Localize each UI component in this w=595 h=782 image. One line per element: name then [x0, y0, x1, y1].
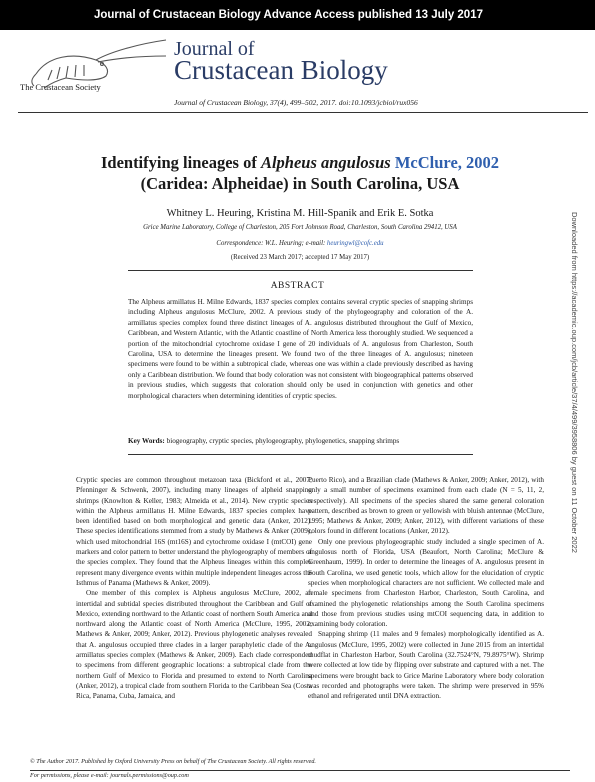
journal-title-line1: Journal of — [174, 38, 255, 60]
abstract-text: The Alpheus armillatus H. Milne Edwards, 1837 species complex contains several cryptic species of snapping shrimps including Alpheus angulosus McClure, 2002. A previous study of the phylogeography and coloration of the A. armillatus species complex found three distinct lineages of A. angulosus distributed throughout the Gulf of Mexico, Caribbean, and Western Atlantic, with the Atlantic coastline of North America less thoroughly studied. We sequenced a portion of the mitochondrial cytochrome oxidase I gene of 20 individuals of A. angulosus from Charleston, South Carolina, USA to determine the lineages present. We found two of the three lineages of A. angulosus; nineteen specimens were found to be within a subtropical clade, whereas one was within a clade previously described as having only a Caribbean distribution. We found that body coloration was not consistent with biogeographical patterns observed in previous studies, which suggests that coloration should only be used in conjunction with genetics and other morphological characters when determining identities of cryptic species. — [128, 298, 473, 400]
footer-rule — [30, 770, 570, 771]
abstract-bottom-rule — [128, 454, 473, 455]
authors: Whitney L. Heuring, Kristina M. Hill-Spanik and Erik E. Sotka — [166, 208, 434, 219]
correspondence-label: Correspondence: W.L. Heuring; e-mail: — [216, 240, 327, 247]
keywords-label: Key Words: — [128, 437, 165, 445]
title-part-a: Identifying lineages of — [100, 153, 261, 172]
body-paragraph: Snapping shrimp (11 males and 9 females) morphologically identified as A. angulosus (McClure, 1995, 2002) were collected in June 2015 from an intertidal mudflat in Charleston Harbor, South Carolina (32.7524°N, 79.8975°W). Shrimp were collected at low tide by flipping over substrate and captured with a net. The specimens were brought back to Grice Marine Laboratory where body coloration was recorded and photographs were taken. The shrimp were preserved in 95% ethanol and refrigerated until DNA extraction. — [308, 630, 544, 701]
keywords-text: biogeography, cryptic species, phylogeography, phylogenetics, snapping shrimps — [166, 437, 400, 445]
body-paragraph: Puerto Rico), and a Brazilian clade (Mathews & Anker, 2009; Anker, 2012), with only a small number of specimens examined from each clade (N = 5, 11, 2, respectively). All specimens of the species shared the same general coloration pattern, described as brown to green or yellowish with bluish antennae (McClure, 1995; Mathews & Anker, 2009; Anker, 2012), with different variations of these colors found in different locations (Anker, 2012). — [308, 476, 544, 536]
abstract-top-rule — [128, 270, 473, 271]
correspondence-email[interactable]: heuringwl@cofc.edu — [326, 240, 384, 247]
copyright-line: © The Author 2017. Published by Oxford University Press on behalf of The Crustacean Society. All rights reserved. — [30, 758, 316, 765]
article-title-line1 — [30, 152, 570, 173]
body-column-left — [76, 475, 312, 702]
advance-access-banner: Journal of Crustacean Biology Advance Access published 13 July 2017 — [0, 0, 595, 30]
body-paragraph: Only one previous phylogeographic study included a single specimen of A. angulosus north of Florida, USA (Beaufort, North Carolina; McClure & Greenhaum, 1999). In order to determine the lineages of A. angulosus present in South Carolina, we used genetic tools, which allow for the elucidation of cryptic species when morphological characters are not sufficient. We collected male and female specimens from Charleston Harbor, Charleston, South Carolina, and examined the phylogenetic relationships among the South Carolina specimens and those from previous studies using mtCOI sequencing data, in addition to examining body coloration. — [308, 537, 544, 629]
permissions-line: For permissions, please e-mail: journals.permissions@oup.com — [30, 772, 189, 779]
article-title-line2: (Caridea: Alpheidae) in South Carolina, USA — [140, 174, 460, 193]
body-paragraph: Cryptic species are common throughout metazoan taxa (Bickford et al., 2007; Pfenninger & Schwenk, 2007), including many lineages of alpheid snapping shrimps (Knowlton & Keller, 1983; Almeida et al., 2014). New cryptic species within the Alpheus armillatus H. Milne Edwards, 1837 species complex have been identified based on both morphological and genetic data (Anker, 2012). These species identifications stemmed from a study by Mathews & Anker (2009), which used mitochondrial 16S (mt16S) and cytochrome oxidase I (mtCOI) gene markers and color pattern to better understand the phylogeography of members of the species complex. They found that the Alpheus lineages within this complex represent many divergence events within multiple independent lineages across the Isthmus of Panama (Mathews & Anker, 2009). — [76, 476, 312, 587]
title-author-link[interactable]: McClure, 2002 — [390, 153, 500, 172]
header-divider — [18, 112, 588, 113]
body-column-right — [308, 475, 544, 702]
citation-line: Journal of Crustacean Biology, 37(4), 499–502, 2017. doi:10.1093/jcbiol/rux056 — [174, 98, 418, 107]
download-watermark: Downloaded from https://academic.oup.com/jcb/article/37/4/499/3958806 by guest on 11 October 2022 — [570, 212, 579, 553]
affiliation: Grice Marine Laboratory, College of Charleston, 205 Fort Johnson Road, Charleston, South Carolina 29412, USA — [143, 224, 457, 231]
society-name: The Crustacean Society — [20, 82, 101, 92]
keywords — [128, 437, 399, 445]
journal-title-line2: Crustacean Biology — [174, 55, 388, 85]
abstract-heading: ABSTRACT — [270, 281, 325, 291]
received-dates: (Received 23 March 2017; accepted 17 May 2017) — [230, 254, 370, 261]
correspondence — [30, 240, 570, 247]
body-paragraph: One member of this complex is Alpheus angulosus McClure, 2002, an intertidal and subtidal species distributed throughout the Caribbean and Gulf of Mexico, extending northward to the Atlantic coast of northern South America and northward along the Atlantic coast of North America (McClure, 1995, 2002; Mathews & Anker, 2009; Anker, 2012). Previous phylogenetic analyses revealed that A. angulosus occupied three clades in a larger paraphyletic clade of the A. armillatus species complex (Mathews & Anker, 2009). Each clade corresponded to specimens from different geographic locations: a subtropical clade from the northern Gulf of Mexico to Florida and presumed to extend to North Carolina (Anker, 2012), a tropical clade from southern Florida to the Caribbean Sea (Costa Rica, Panama, Cuba, Jamaica, and — [76, 589, 312, 701]
title-species: Alpheus angulosus — [260, 153, 391, 172]
